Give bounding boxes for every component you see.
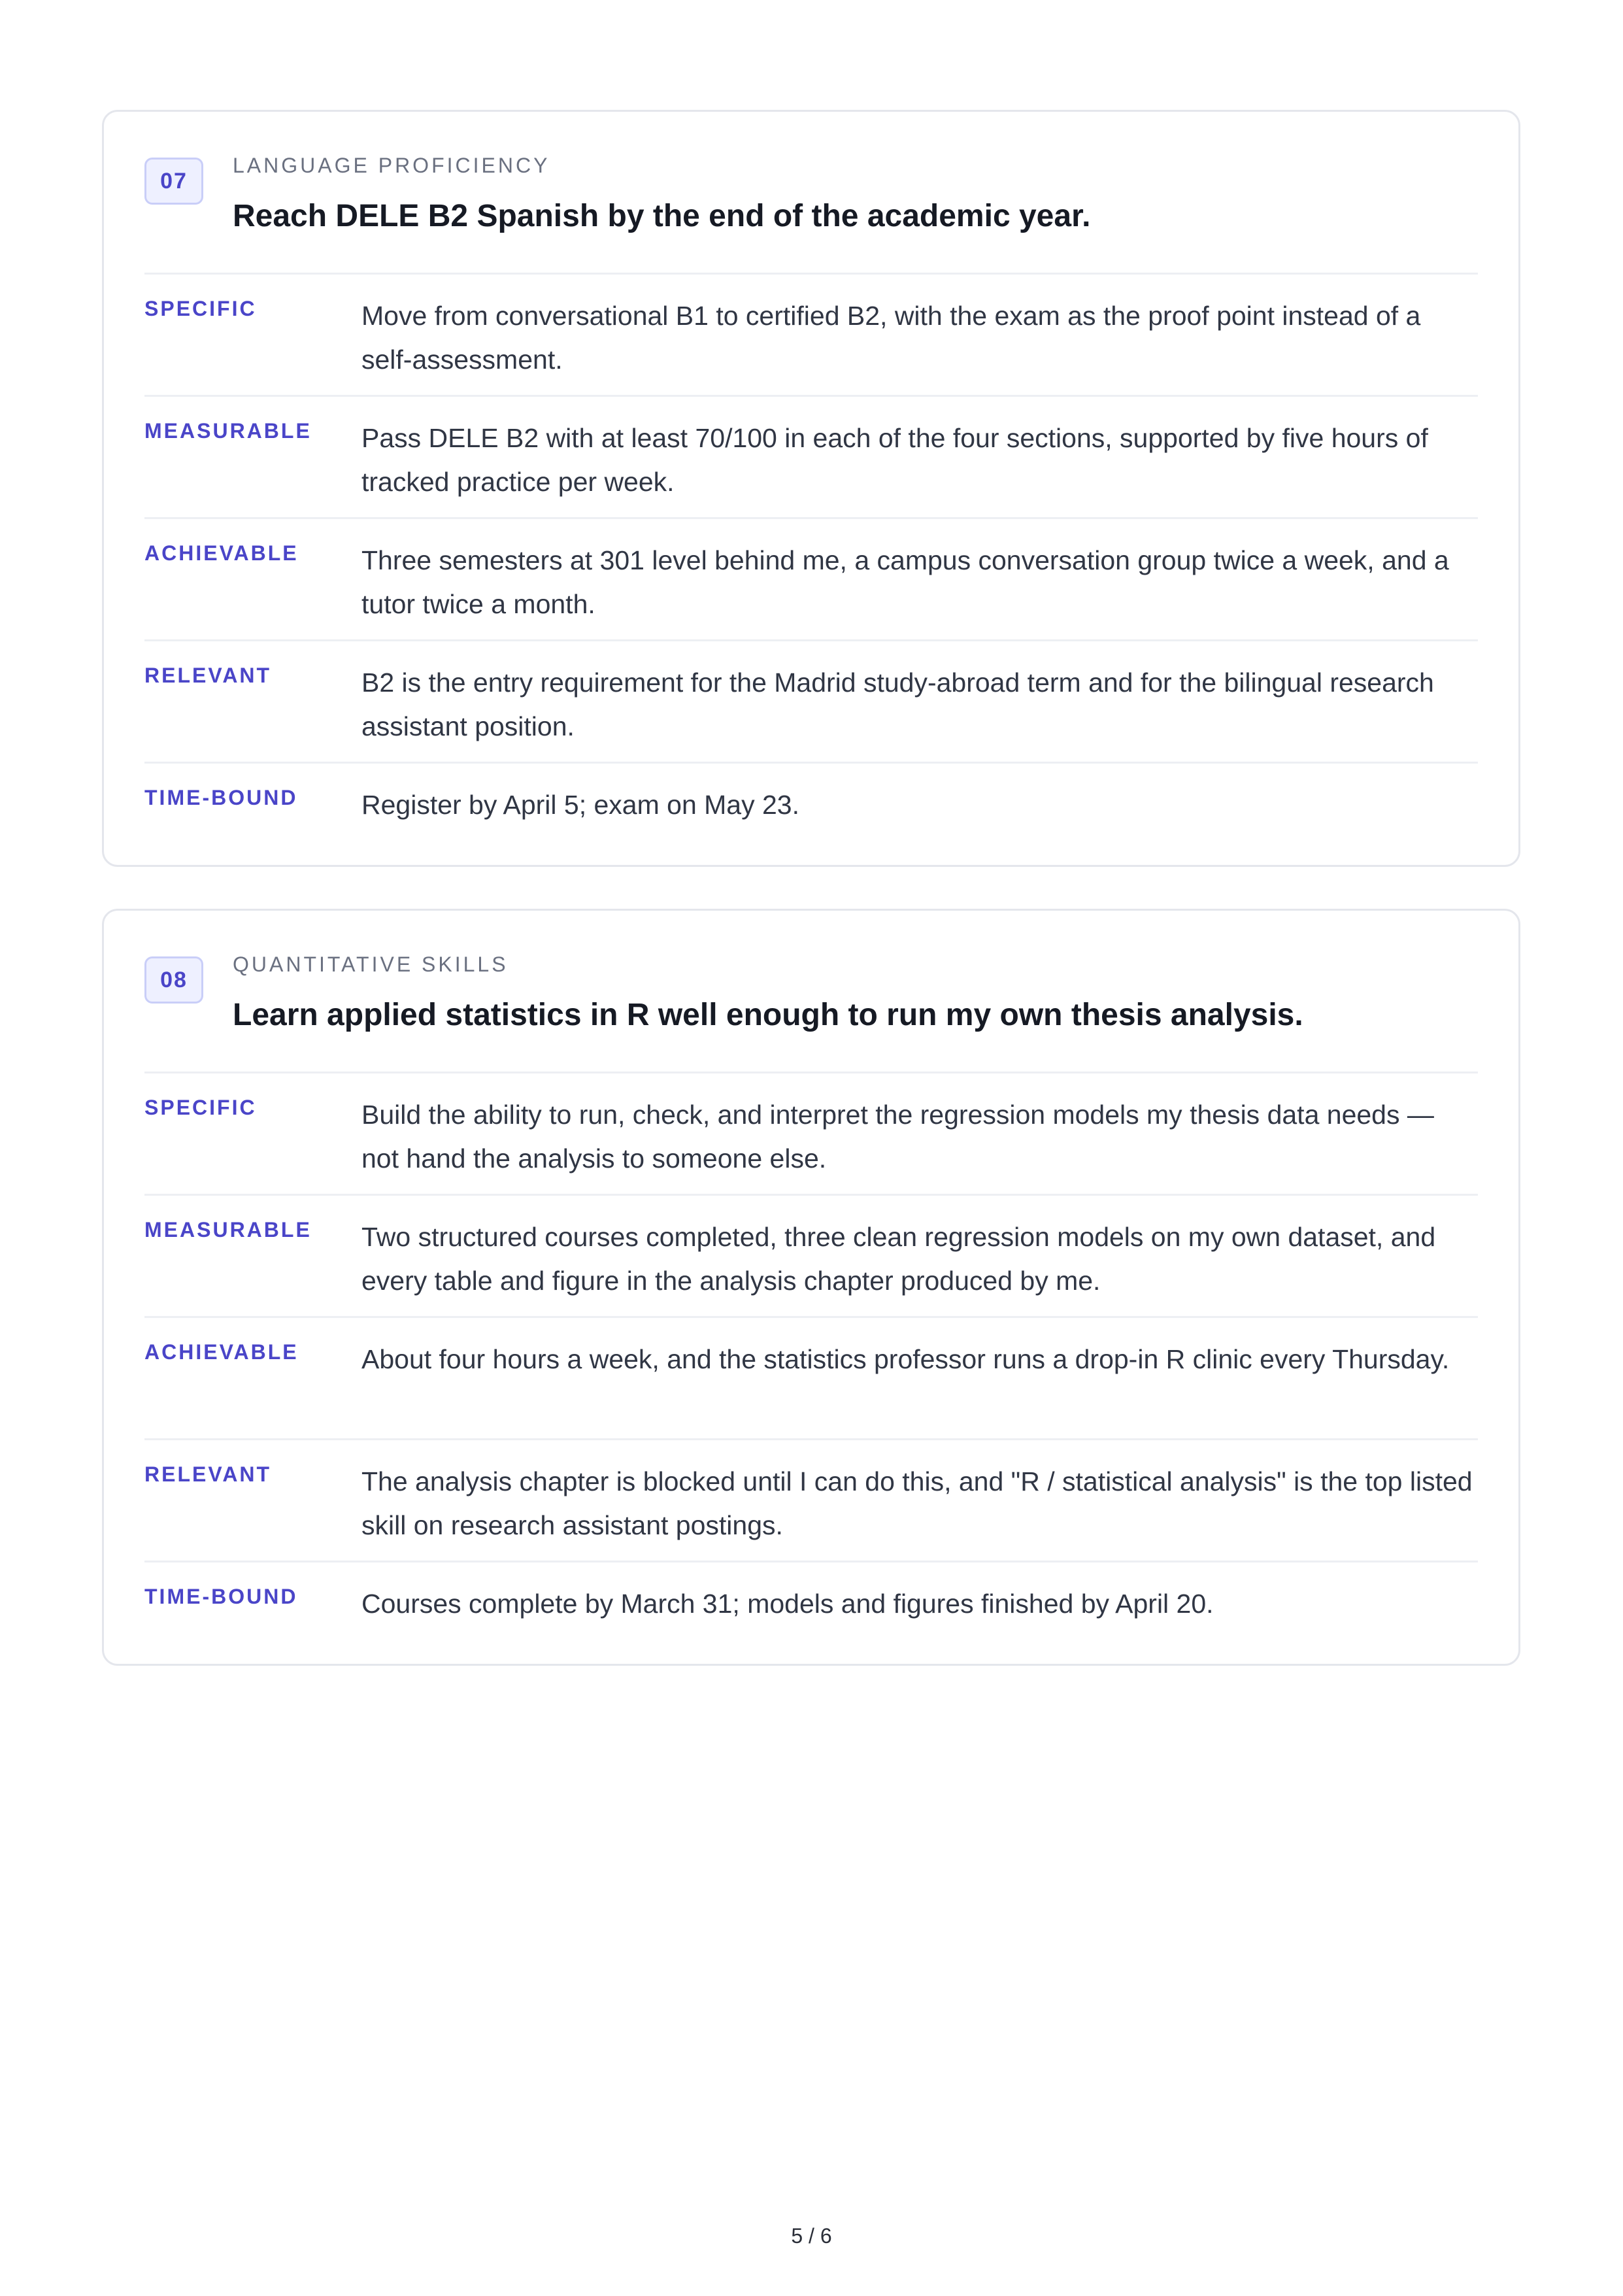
criterion-text: The analysis chapter is blocked until I can do this, and "R / statistical analysis" is the top listed skill on research assistant postings. <box>361 1466 1473 1540</box>
criterion-text: Pass DELE B2 with at least 70/100 in each of the four sections, supported by five hours of tracked practice per week. <box>361 423 1428 497</box>
criterion-row-relevant <box>144 1438 1478 1561</box>
criterion-label: MEASURABLE <box>144 419 312 443</box>
goal-number-badge: 08 <box>144 956 203 1004</box>
criterion-row-measurable <box>144 1194 1478 1316</box>
criteria-list <box>144 273 1478 865</box>
goal-title: Learn applied statistics in R well enough to run my own thesis analysis. <box>233 998 1303 1032</box>
criterion-label: MEASURABLE <box>144 1218 312 1241</box>
criterion-row-measurable <box>144 395 1478 517</box>
criterion-row-time-bound <box>144 762 1478 865</box>
criterion-label: SPECIFIC <box>144 297 257 320</box>
criterion-row-specific <box>144 1072 1478 1194</box>
criterion-row-time-bound <box>144 1561 1478 1664</box>
criterion-text: B2 is the entry requirement for the Madrid study-abroad term and for the bilingual research assistant position. <box>361 667 1434 741</box>
criterion-text: Move from conversational B1 to certified B2, with the exam as the proof point instead of a self-assessment. <box>361 301 1421 375</box>
criterion-label: ACHIEVABLE <box>144 1340 299 1364</box>
goal-number-badge: 07 <box>144 158 203 205</box>
goal-category: QUANTITATIVE SKILLS <box>233 953 509 976</box>
criterion-row-achievable <box>144 1316 1478 1438</box>
criterion-label: ACHIEVABLE <box>144 541 299 565</box>
criterion-row-specific <box>144 273 1478 395</box>
criterion-label: TIME-BOUND <box>144 786 298 809</box>
goal-card <box>102 110 1520 867</box>
criteria-list <box>144 1072 1478 1664</box>
goal-category: LANGUAGE PROFICIENCY <box>233 154 550 177</box>
criterion-text: Two structured courses completed, three clean regression models on my own dataset, and every table and figure in the analysis chapter produced by me. <box>361 1222 1436 1296</box>
criterion-text: Build the ability to run, check, and interpret the regression models my thesis data needs — not hand the analysis to someone else. <box>361 1100 1434 1173</box>
page-number: 5 / 6 <box>791 2224 832 2248</box>
criterion-text: Three semesters at 301 level behind me, a campus conversation group twice a week, and a tutor twice a month. <box>361 545 1449 619</box>
criterion-row-relevant <box>144 639 1478 762</box>
goal-title: Reach DELE B2 Spanish by the end of the academic year. <box>233 199 1091 233</box>
criterion-text: About four hours a week, and the statistics professor runs a drop-in R clinic every Thursday. <box>361 1344 1450 1374</box>
criterion-row-achievable <box>144 517 1478 639</box>
criterion-label: RELEVANT <box>144 1462 272 1486</box>
criterion-label: RELEVANT <box>144 664 272 687</box>
criterion-label: SPECIFIC <box>144 1096 257 1119</box>
criterion-text: Courses complete by March 31; models and figures finished by April 20. <box>361 1589 1214 1619</box>
criterion-text: Register by April 5; exam on May 23. <box>361 790 799 820</box>
goal-header <box>144 953 1478 1087</box>
criterion-label: TIME-BOUND <box>144 1585 298 1608</box>
goal-header <box>144 154 1478 288</box>
goal-card <box>102 909 1520 1666</box>
